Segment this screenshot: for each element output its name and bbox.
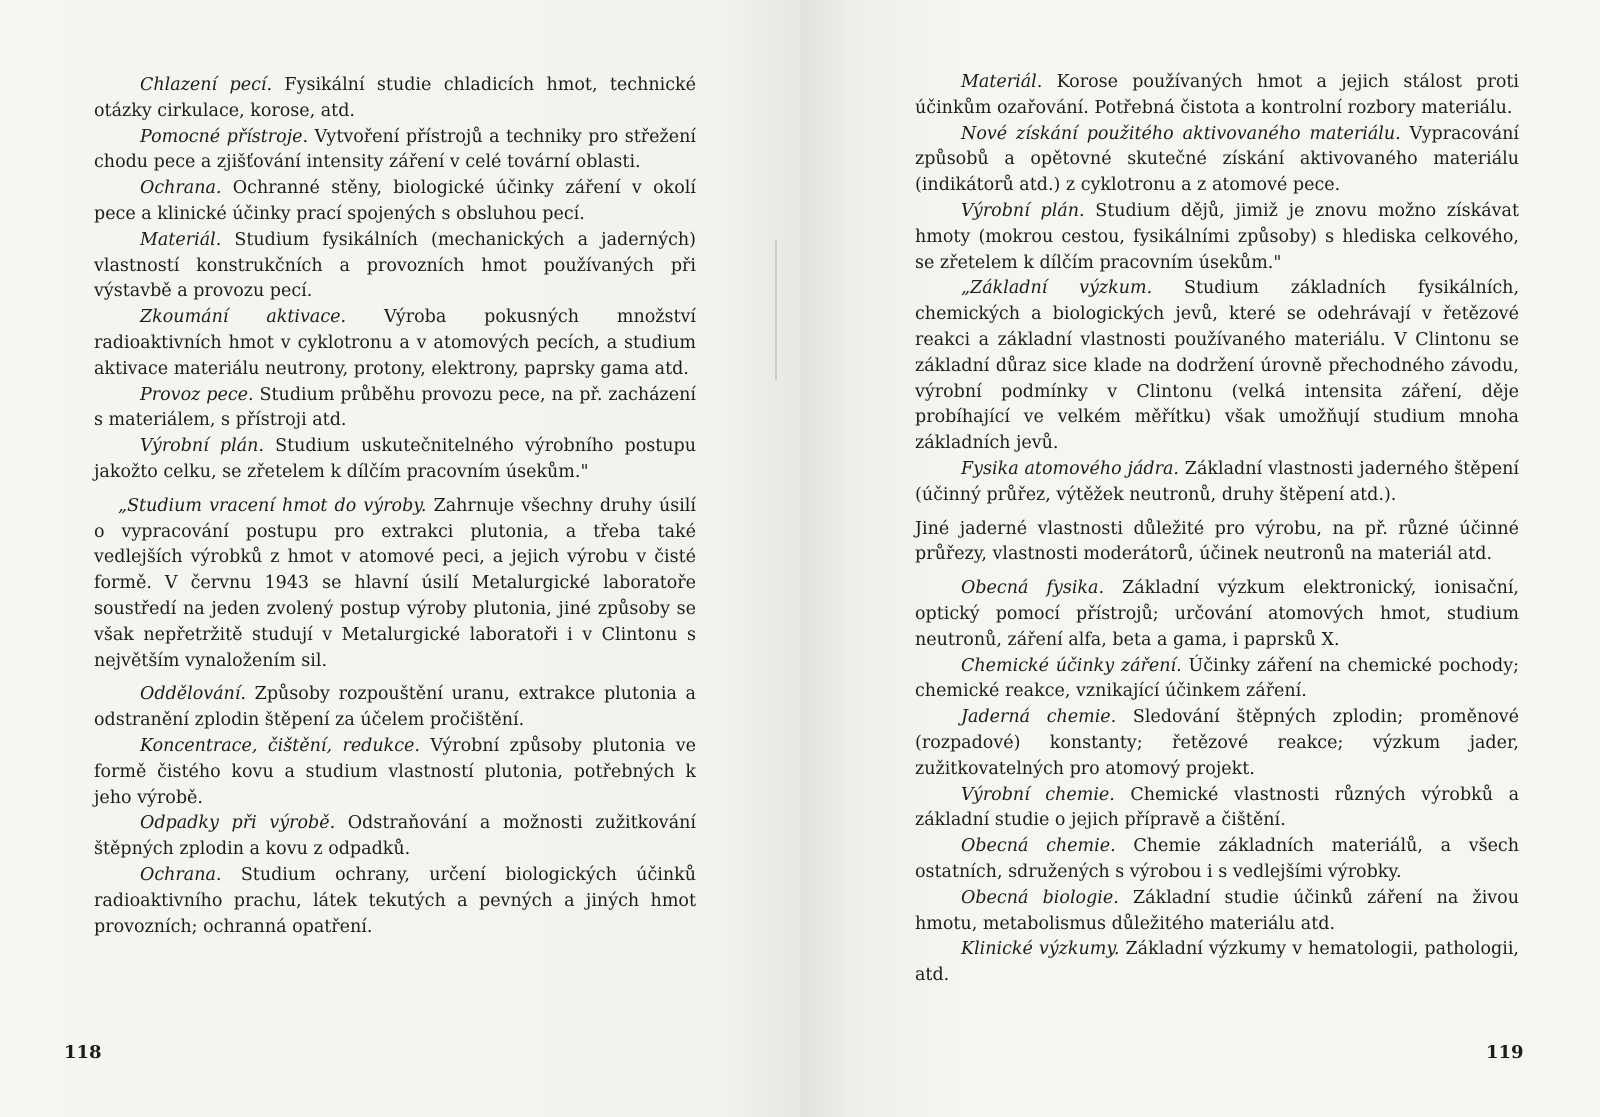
paragraph — [94, 176, 696, 228]
paragraph-text: Chemie základních materiálů, a všech ostatních, sdružených s výrobou i s vedlejšími výrobky. — [915, 836, 1520, 882]
paragraph-lead: Materiál. — [140, 229, 222, 250]
paragraph — [915, 457, 1519, 509]
paragraph-text: Zahrnuje všechny druhy úsilí o vypracování postupu pro extrakci plutonia, a třeba také vedlejších výrobků z hmot v atomové peci, a jejich výrobu v čisté formě. V červnu 1943 se hlavní úsilí Metalurgické laboratoře soustředí na jeden zvolený postup výroby plutonia, jiné způsoby se však nepřetržitě studují v Metalurgické laboratoři i v Clintonu s největším vynaložením sil. — [94, 495, 696, 671]
paragraph-text: Studium ochrany, určení biologických účinků radioaktivního prachu, látek tekutých a pevných a jiných hmot provozních; ochranná opatření. — [94, 864, 696, 937]
paragraph-text: Korose používaných hmot a jejich stálost proti účinkům ozařování. Potřebná čistota a kontrolní rozbory materiálu. — [915, 72, 1519, 118]
paragraph — [915, 834, 1519, 886]
paragraph-lead: Obecná chemie. — [961, 836, 1116, 857]
paragraph-text: Studium základních fysikálních, chemických a biologických jevů, které se odehrávají v řetězové reakci a základní vlastnosti používaného materiálu. V Clintonu se základní důraz sice klade na dodržení úrovně přechodného závodu, výrobní podmínky v Clintonu (velká intensita záření, děje probíhající ve velkém měřítku) však umožňují studium mnoha základních jevů. — [915, 278, 1520, 454]
paragraph — [94, 682, 696, 734]
paragraph — [915, 276, 1519, 457]
paragraph-text: Základní studie účinků záření na živou hmotu, metabolismus důležitého materiálu atd. — [915, 887, 1519, 934]
paragraph — [915, 70, 1519, 122]
page-number: 119 — [1486, 1042, 1524, 1063]
paragraph — [915, 199, 1519, 276]
paragraph-text: Výroba pokusných množství radioaktivních hmot v cyklotronu a v atomových pecích, a studium aktivace materiálu neutrony, protony, elektrony, paprsky gama atd. — [94, 307, 696, 379]
paragraph — [94, 494, 696, 675]
paragraph-lead: Chemické účinky záření. — [961, 655, 1182, 676]
paragraph — [915, 705, 1519, 782]
paragraph-lead: Koncentrace, čištění, redukce. — [140, 735, 420, 756]
paragraph — [94, 383, 696, 435]
paragraph-lead: Výrobní plán. — [140, 436, 264, 457]
page-number: 118 — [64, 1042, 102, 1063]
paragraph-text: Účinky záření na chemické pochody; chemické reakce, vznikající účinkem záření. — [915, 655, 1519, 702]
paragraph-lead: Jaderná chemie. — [961, 707, 1117, 728]
paragraph-lead: Ochrana. — [140, 864, 222, 885]
paragraph-lead: Výrobní plán. — [961, 200, 1085, 221]
paragraph-lead: Klinické výzkumy. — [961, 939, 1120, 960]
paragraph-lead: Zkoumání aktivace. — [140, 307, 347, 328]
paragraph — [94, 305, 696, 382]
paragraph — [94, 434, 696, 486]
paragraph — [915, 937, 1519, 989]
paragraph-text: Studium uskutečnitelného výrobního postupu jakožto celku, se zřetelem k dílčím pracovním úsekům." — [94, 436, 697, 482]
paragraph-lead: „Základní výzkum. — [961, 278, 1153, 299]
paragraph-text: Studium průběhu provozu pece, na př. zacházení s materiálem, s přístroji atd. — [94, 384, 696, 431]
paragraph — [915, 517, 1519, 569]
paragraph-text: Vytvoření přístrojů a techniky pro střežení chodu pece a zjišťování intensity záření v celé tovární oblasti. — [94, 126, 696, 173]
paragraph-lead: Provoz pece. — [140, 384, 254, 405]
paragraph-lead: Obecná fysika. — [961, 578, 1105, 599]
paragraph-lead: Ochrana. — [140, 178, 222, 199]
paragraph — [94, 228, 696, 305]
paragraph-text: Vypracování způsobů a opětovné skutečné získání aktivovaného materiálu (indikátorů atd.) z cyklotronu a z atomové pece. — [915, 123, 1519, 196]
paragraph — [915, 122, 1519, 199]
paragraph-text: Studium fysikálních (mechanických a jaderných) vlastností konstrukčních a provozních hmot používaných při výstavbě a provozu pecí. — [94, 229, 696, 302]
binding-crease — [775, 240, 789, 380]
paragraph-lead: Odpadky při výrobě. — [140, 813, 336, 834]
paragraph-lead: Výrobní chemie. — [961, 784, 1115, 805]
paragraph — [915, 886, 1519, 938]
paragraph-text: Výrobní způsoby plutonia ve formě čistého kovu a studium vlastností plutonia, potřebných k jeho výrobě. — [94, 735, 696, 808]
left-page-text — [94, 73, 696, 940]
paragraph-text: Studium dějů, jimiž je znovu možno získávat hmoty (mokrou cestou, fysikálními způsoby) s hlediska celkového, se zřetelem k dílčím pracovním úsekům." — [915, 200, 1519, 273]
paragraph — [94, 125, 696, 177]
paragraph-text: Ochranné stěny, biologické účinky záření v okolí pece a klinické účinky prací spojených s obsluhou pecí. — [94, 178, 696, 224]
paragraph — [94, 863, 696, 940]
paragraph-text: Základní vlastnosti jaderného štěpení (účinný průřez, výtěžek neutronů, druhy štěpení atd.). — [915, 458, 1519, 505]
paragraph-text: Sledování štěpných zplodin; proměnové (rozpadové) konstanty; řetězové reakce; výzkum jader, zužitkovatelných pro atomový projekt. — [915, 707, 1519, 779]
paragraph-lead: Nové získání použitého aktivovaného materiálu. — [961, 123, 1401, 144]
paragraph — [94, 734, 696, 811]
paragraph-text: Chemické vlastnosti různých výrobků a základní studie o jejich přípravě a čištění. — [915, 784, 1519, 831]
paragraph — [915, 654, 1519, 706]
paragraph-text: Fysikální studie chladicích hmot, technické otázky cirkulace, korose, atd. — [94, 75, 696, 121]
paragraph-text: Odstraňování a možnosti zužitkování štěpných zplodin a kovu z odpadků. — [94, 813, 696, 860]
paragraph-text: Základní výzkum elektronický, ionisační, optický pomocí přístrojů; určování atomových hmot, studium neutronů, záření alfa, beta a gama, i paprsků X. — [915, 578, 1519, 650]
paragraph-lead: Obecná biologie. — [961, 887, 1119, 908]
right-page-text — [915, 70, 1519, 989]
paragraph-lead: Oddělování. — [140, 684, 246, 705]
paragraph-text: Základní výzkumy v hematologii, pathologii, atd. — [915, 939, 1519, 986]
paragraph-lead: Pomocné přístroje. — [140, 126, 309, 147]
paragraph-text: Způsoby rozpouštění uranu, extrakce plutonia a odstranění zplodin štěpení za účelem pročištění. — [94, 684, 696, 731]
paragraph-lead: „Studium vracení hmot do výroby. — [118, 495, 427, 516]
paragraph — [915, 783, 1519, 835]
paragraph — [915, 576, 1519, 653]
paragraph-lead: Materiál. — [961, 72, 1043, 92]
paragraph-lead: Chlazení pecí. — [140, 75, 273, 95]
paragraph — [94, 73, 696, 125]
paragraph — [94, 811, 696, 863]
paragraph-lead: Fysika atomového jádra. — [961, 458, 1179, 479]
right-page — [800, 0, 1600, 1117]
paragraph-text: Jiné jaderné vlastnosti důležité pro výrobu, na př. různé účinné průřezy, vlastnosti moderátorů, účinek neutronů na materiál atd. — [915, 518, 1519, 565]
